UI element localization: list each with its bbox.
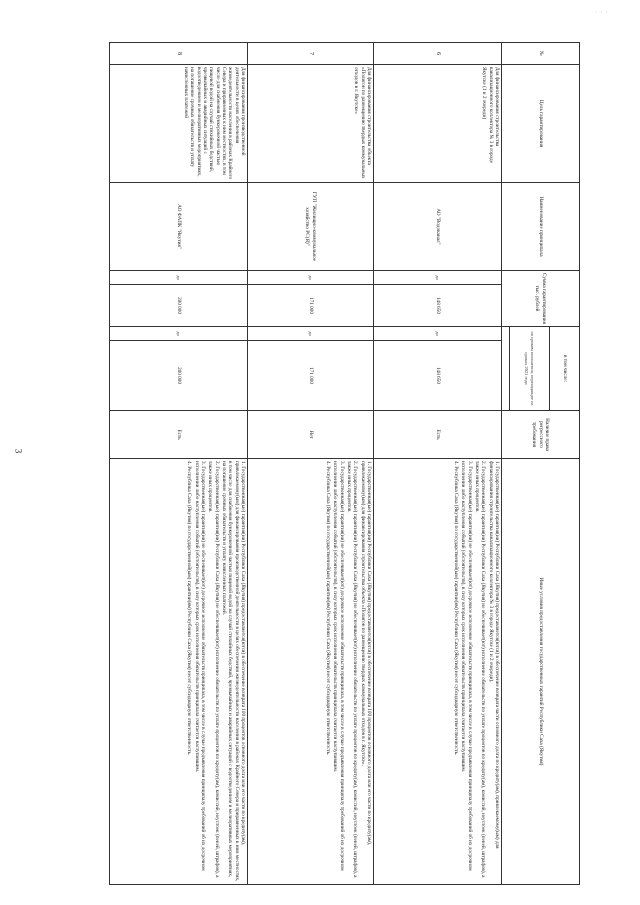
condition-text: 3. Государственная(ые) гарантия(ии) не обеспечивает(ют) досрочное исполнение обязательств принципала, в том числе в случае предъявления принципалу требований об их досрочном исполнении либо наступления событий (обстоятельств), в силу которых срок исполнения обязательств принципала считается наступившим. <box>193 461 206 871</box>
header-goal: Цель гарантирования <box>502 65 580 183</box>
condition-text: 3. Государственная(ые) гарантия(ии) не обеспечивает(ют) досрочное исполнение обязательств принципала, в том числе в случае предъявления принципалу требований об их досрочном исполнении либо наступления событий (обстоятельств), в силу которых срок исполнения обязательств принципала считается наступившим. <box>332 461 345 871</box>
scan-artifact: · · · <box>595 10 609 16</box>
row-regress: Есть <box>110 411 248 459</box>
row-amount-mark: до <box>374 271 502 285</box>
row-regress: Есть <box>374 411 502 459</box>
header-spacer <box>502 327 510 411</box>
row-principal: АО "Водоканал" <box>374 183 502 271</box>
condition-text: 4. Республика Саха (Якутия) по государственной(ым) гарантии(ям) Республики Саха (Якутия) несет субсидиарную ответственность. <box>186 461 193 756</box>
header-incl-sub: по сроком погашения, переходящие на сроках 2021 года <box>510 327 550 411</box>
row-conditions <box>248 459 374 885</box>
table-row <box>110 43 248 885</box>
row-amount: 200 000 <box>110 285 248 327</box>
row-goal: Для финансирования строительства канализационного коллектора № 3 в городе Якутске (1 и 2 очереди) <box>374 65 502 183</box>
row-incl: 148 650 <box>374 341 502 411</box>
condition-text: 3. Государственная(ые) гарантия(ии) не обеспечивает(ют) досрочное исполнение обязательств принципала, в том числе в случае предъявления принципалу требований об их досрочном исполнении либо наступления событий (обстоятельств), в силу которых срок исполнения обязательств принципала считается наступившим. <box>460 461 473 871</box>
header-amount: Сумма гарантирования тыс. рублей <box>502 271 580 327</box>
page-number: 3 <box>13 448 24 454</box>
header-num: № <box>502 43 580 65</box>
condition-text: 2. Государственная(ые) гарантия(ии) Республики Саха (Якутия) не обеспечивает(ют) исполнение обязательств по уплате процентов по кредиту(ам), комиссий, неустоек (пеней, штрафов), а также иных процентов. <box>473 461 487 878</box>
row-principal: АО ФАПК "Якутия" <box>110 183 248 271</box>
condition-text: 1. Государственная(ые) гарантия(ии) Республики Саха (Якутия) предоставляется(ются) в обеспечение возврата 100 процентов основного долга или его части по кредиту(ам), привлекаемому(ым) для финансирования строительства объекта «Полигон по размещению твердых коммунальных отходов в г. Якутске». <box>359 461 372 846</box>
row-conditions <box>110 459 248 885</box>
header-regress: Наличие права регрессного требования <box>502 411 580 459</box>
row-incl-mark: до <box>110 327 248 341</box>
row-goal: Для финансирования производственной деятельности в целях обеспечения жизнедеятельности населения в районах Крайнего Севера и приравненных к ним местностях, в том числе для снабжения бункеровочной частью пищевой водой на случай стихийных бедствий, чрезвычайных и аварийных ситуаций с водоотведением и мелиоративных мероприятиях, на погашение срочных обязательств и уплату начисленных платежей <box>110 65 248 183</box>
row-amount-mark: до <box>248 271 374 285</box>
row-amount: 148 650 <box>374 285 502 327</box>
row-amount: 171 000 <box>248 285 374 327</box>
header-conditions: Иные условия предоставления государственных гарантий Республики Саха (Якутия) <box>502 459 580 885</box>
row-num: 8 <box>110 43 248 65</box>
condition-text: 2. Государственная(ые) гарантия(ии) Республики Саха (Якутия) не обеспечивает(ют) исполнение обязательств по уплате процентов по кредиту(ам), комиссий, неустоек (пеней, штрафов), а также иных процентов. <box>345 461 359 878</box>
header-principal: Наименование принципала <box>502 183 580 271</box>
row-amount-mark: до <box>110 271 248 285</box>
row-incl-mark: до <box>248 327 374 341</box>
condition-text: 2. Государственная(ые) гарантия(ии) Республики Саха (Якутия) не обеспечивает(ют) исполнение обязательств по уплате процентов по кредиту(ам), комиссий, неустоек (пеней, штрафов), а также иных процентов. <box>207 461 220 878</box>
row-principal: ГУП "Жилищно-коммунальное хозяйство РС(Я)" <box>248 183 374 271</box>
row-regress: Нет <box>248 411 374 459</box>
row-conditions <box>374 459 502 885</box>
row-goal: Для финансирования строительства объекта «Полигон по размещению твердых коммунальных отходов в г. Якутске» <box>248 65 374 183</box>
table-row <box>374 43 502 885</box>
row-num: 6 <box>374 43 502 65</box>
guarantees-table <box>109 42 580 885</box>
header-incl: в том числе: <box>550 327 580 411</box>
condition-text: 4. Республика Саха (Якутия) по государственной(ым) гарантии(ям) Республики Саха (Якутия) несет субсидиарную ответственность. <box>324 461 331 756</box>
table-row <box>248 43 374 885</box>
rotated-table-container <box>110 42 580 884</box>
row-incl: 171 000 <box>248 341 374 411</box>
row-incl: 200 000 <box>110 341 248 411</box>
condition-text: 4. Республика Саха (Якутия) по государственной(ым) гарантии(ям) Республики Саха (Якутия) несет субсидиарную ответственность. <box>452 461 459 756</box>
condition-text: 1. Государственная(ые) гарантия(ии) Республики Саха (Якутия) предоставляется(ются) в обеспечение возврата части основного долга по кредиту(ам), привлекаемому(ым) для финансирования строительства канализационного коллектора № 3 в городе Якутске (1 и 2 очереди). <box>487 461 500 849</box>
row-incl-mark: до <box>374 327 502 341</box>
row-num: 7 <box>248 43 374 65</box>
condition-text: 1. Государственная(ые) гарантия(ии) Республики Саха (Якутия) предоставляется(ются) в обеспечение возврата 100 процентов основного долга или его части по кредиту(ам), привлекаемому(ым) для финансирования производственной деятельности в целях обеспечения жизнедеятельности населения в районах Крайнего Севера и приравненных к ним местностях, в том числе для снабжения бункеровочной частью пищевой водой на случай стихийных бедствий, чрезвычайных и аварийных ситуаций с водоотведением и мелиоративных мероприятиях, на погашение срочных обязательств и уплату начисленных платежей. <box>220 461 246 882</box>
